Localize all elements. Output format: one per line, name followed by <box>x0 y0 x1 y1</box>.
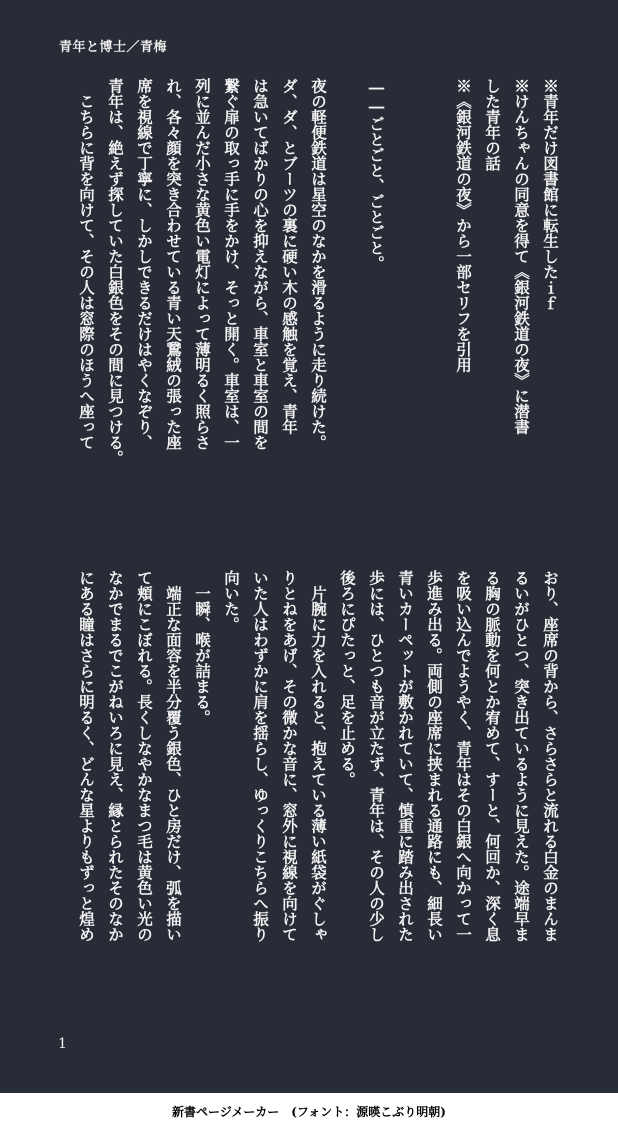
text-line: 向いた。 <box>222 570 241 632</box>
text-line: 席を視線で丁寧に、しかしできるだけはやくなぞり、 <box>135 78 154 450</box>
text-line: れ、各々顔を突き合わせている青い天鵞絨の張った座 <box>164 78 183 450</box>
text-line: りとねをあげ、その微かな音に、窓外に視線を向けて <box>280 570 299 942</box>
text-line: 片腕に力を入れると、抱えている薄い紙袋がぐしゃ <box>309 570 328 942</box>
text-line: 歩には、ひとつも音が立たず、青年は、その人の少し <box>367 570 386 942</box>
text-line: 後ろにぴたっと、足を止める。 <box>338 570 357 787</box>
text-line: 歩進み出る。両側の座席に挟まれる通路にも、細長い <box>425 570 444 942</box>
text-line: 夜の軽便鉄道は星空のなかを滑るように走り続けた。 <box>309 78 328 450</box>
text-line: にある瞳はさらに明るく、どんな星よりもずっと煌め <box>77 570 96 942</box>
page-title: 青年と博士／青梅 <box>59 40 168 55</box>
text-line: 一瞬、喉が詰まる。 <box>193 570 212 725</box>
text-line: 青いカーペットが敷かれていて、慎重に踏み出された <box>396 570 415 942</box>
text-line: ――ごとごと、ごとごと。 <box>367 78 386 271</box>
footer-credit: 新書ページメーカー (フォント：源暎こぶり明朝) <box>172 1105 446 1119</box>
page-number: 1 <box>58 1036 67 1052</box>
text-line: なかでまるでこがねいろに見え、縁とられたそのなか <box>106 570 125 942</box>
text-line: ダ、ダ、とブーツの裏に硬い木の感触を覚え、青年 <box>280 78 299 435</box>
text-line: るいがひとつ、突き出ているように見えた。途端早ま <box>512 570 531 942</box>
text-line: 列に並んだ小さな黄色い電灯によって薄明るく照らさ <box>193 78 212 450</box>
text-line: ※《銀河鉄道の夜》から一部セリフを引用 <box>454 78 473 373</box>
text-line: いた人はわずかに肩を揺らし、ゆっくりこちらへ振り <box>251 570 270 942</box>
text-line: こちらに背を向けて、その人は窓際のほうへ座って <box>77 78 96 450</box>
text-line: 青年は、絶えず探していた白銀色をその間に見つける。 <box>106 78 125 466</box>
text-line: る胸の脈動を何とか宥めて、すーと、何回か、深く息 <box>483 570 502 942</box>
text-line: おり、座席の背から、さらさらと流れる白金のまんま <box>541 570 560 942</box>
text-line: ※けんちゃんの同意を得て《銀河鉄道の夜》に潜書 <box>512 78 531 435</box>
text-line: て頬にこぼれる。長くしなやかなまつ毛は黄色い光の <box>135 570 154 942</box>
text-line: ※青年だけ図書館に転生したｉｆ <box>541 78 560 311</box>
text-line: 端正な面容を半分覆う銀色、ひと房だけ、弧を描い <box>164 570 183 942</box>
text-line: を吸い込んでようやく、青年はその白銀へ向かって一 <box>454 570 473 942</box>
text-line: 繋ぐ扉の取っ手に手をかけ、そっと開く。車室は、一 <box>222 78 241 450</box>
text-line: は急いてばかりの心を抑えながら、車室と車室の間を <box>251 78 270 450</box>
text-line: した青年の話 <box>483 78 502 171</box>
